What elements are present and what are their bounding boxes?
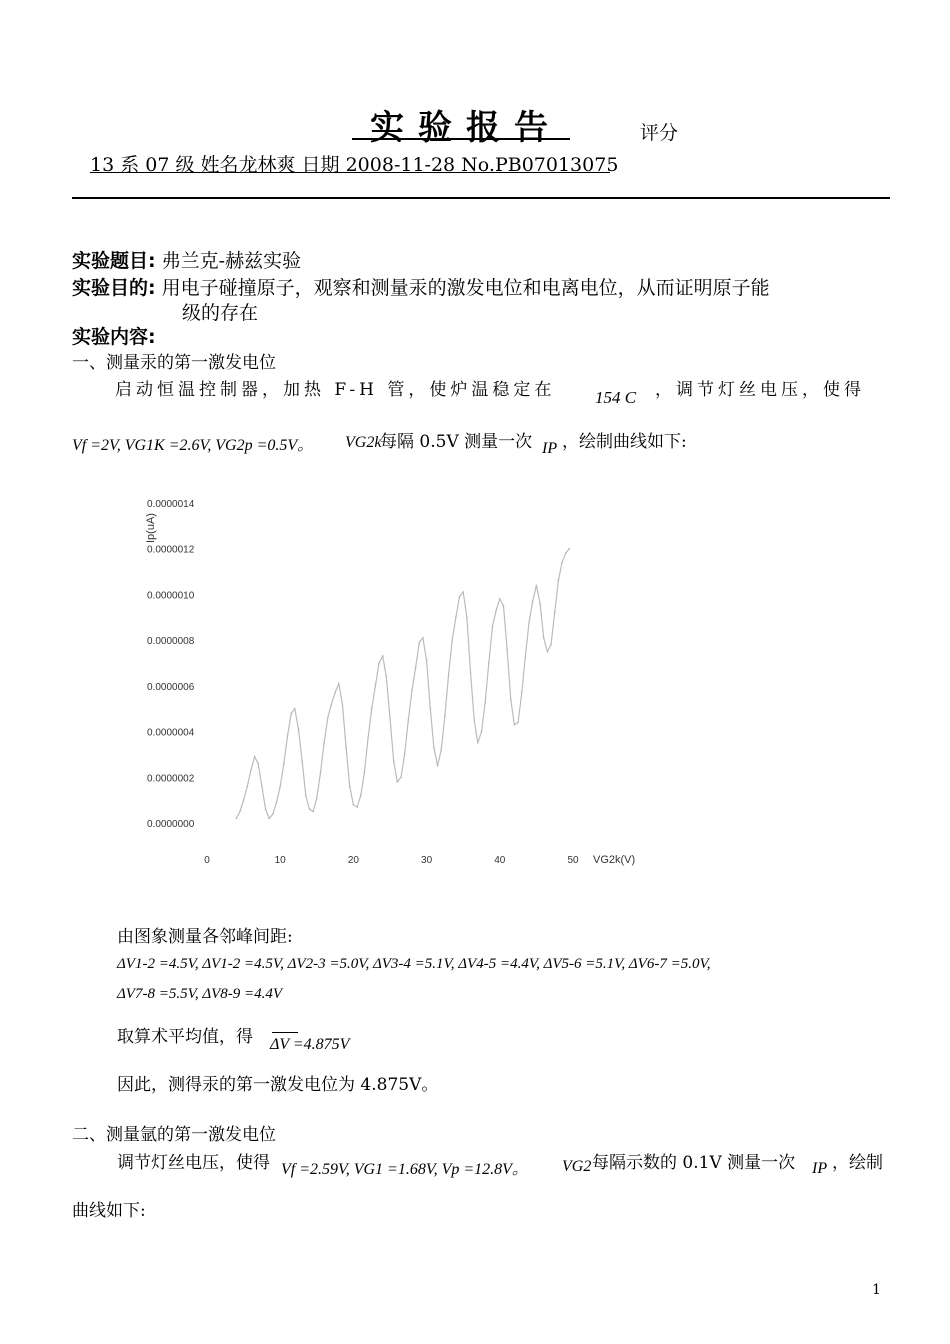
ip-data-point (356, 806, 357, 807)
ip-data-point (411, 690, 412, 691)
ip-data-point (495, 610, 496, 611)
y-tick-label: 0.0000004 (147, 727, 195, 739)
topic-text: 弗兰克-赫兹实验 (161, 250, 302, 272)
topic-row (72, 246, 301, 273)
ip-data-point (247, 786, 248, 787)
y-tick-label: 0.0000010 (147, 590, 195, 602)
average-label: 取算术平均值，得 (117, 1027, 253, 1047)
ip-data-point (291, 713, 292, 714)
section1-conclusion: 因此，测得汞的第一激发电位为 4.875V。 (117, 1075, 439, 1095)
ip-data-point (382, 655, 383, 656)
ip-data-point (448, 674, 449, 675)
ip-data-point (265, 809, 266, 810)
ip-data-point (371, 708, 372, 709)
section1-ip: IP (542, 440, 558, 457)
section1-temp: 154 C (595, 388, 637, 407)
section2-cond-var: VG2 (562, 1158, 592, 1175)
ip-data-point (236, 818, 237, 819)
y-tick-label: 0.0000008 (147, 636, 195, 648)
ip-data-point (488, 662, 489, 663)
header-rule (72, 197, 890, 199)
ip-data-point (276, 802, 277, 803)
section2-para-end: ，绘制 (832, 1153, 883, 1173)
peak-differences-line2: ΔV7-8 =5.5V, ΔV8-9 =4.4V (117, 986, 283, 1002)
average-value: ΔV =4.875V (270, 1036, 350, 1053)
ip-curve-points (236, 548, 570, 819)
ip-data-point (367, 738, 368, 739)
ip-data-point (539, 603, 540, 604)
ip-data-point (463, 591, 464, 592)
ip-data-point (239, 811, 240, 812)
ip-data-point (426, 660, 427, 661)
ip-data-point (419, 642, 420, 643)
content-label: 实验内容: (72, 326, 156, 348)
ip-data-point (269, 818, 270, 819)
report-title: 实验报告 (370, 108, 562, 148)
ip-data-point (386, 676, 387, 677)
ip-data-point (536, 585, 537, 586)
ip-data-point (378, 662, 379, 663)
ip-data-point (470, 671, 471, 672)
ip-data-point (345, 747, 346, 748)
ip-data-point (360, 795, 361, 796)
ip-data-point (287, 735, 288, 736)
x-tick-label: 0 (204, 855, 210, 866)
student-meta: 13 系 07 级 姓名龙林爽 日期 2008-11-28 No.PB07013075 (90, 154, 619, 176)
ip-data-point (430, 708, 431, 709)
ip-data-point (280, 786, 281, 787)
ip-data-point (349, 786, 350, 787)
ip-data-point (323, 742, 324, 743)
measure-intro: 由图象测量各邻峰间距: (117, 927, 293, 947)
ip-data-point (309, 809, 310, 810)
y-axis-ticks (147, 499, 195, 830)
section1-conditions: Vf =2V, VG1K =2.6V, VG2p =0.5V。 (72, 437, 314, 454)
ip-data-point (525, 655, 526, 656)
y-tick-label: 0.0000000 (147, 819, 195, 830)
ip-data-point (554, 612, 555, 613)
ip-data-point (514, 724, 515, 725)
ip-data-point (565, 553, 566, 554)
section2-para-mid: 每隔示数的 0.1V 测量一次 (592, 1153, 796, 1173)
ip-data-point (499, 598, 500, 599)
ip-data-point (437, 765, 438, 766)
ip-data-point (543, 637, 544, 638)
topic-label: 实验题目: (72, 250, 156, 272)
ip-data-point (393, 761, 394, 762)
ip-data-point (334, 692, 335, 693)
ip-data-point (466, 617, 467, 618)
purpose-row (72, 273, 770, 300)
section1-para-line1-end: ，调节灯丝电压，使得 (655, 380, 865, 400)
ip-data-point (305, 795, 306, 796)
ip-data-point (422, 637, 423, 638)
ip-data-point (452, 639, 453, 640)
ip-data-point (415, 667, 416, 668)
section1-para-line2: 每隔 0.5V 测量一次 (380, 432, 533, 452)
ip-data-point (550, 644, 551, 645)
ip-data-point (250, 770, 251, 771)
section2-para-line2: 曲线如下: (72, 1201, 146, 1221)
ip-data-point (404, 754, 405, 755)
ip-data-point (331, 703, 332, 704)
x-tick-label: 50 (567, 855, 579, 866)
ip-data-point (561, 562, 562, 563)
section1-para-line1: 启动恒温控制器，加热 F-H 管，使炉温稳定在 (115, 380, 556, 400)
title-underline (352, 138, 570, 140)
ip-data-point (569, 548, 570, 549)
ip-data-point (517, 722, 518, 723)
section2-ip: IP (812, 1160, 828, 1177)
ip-data-point (243, 799, 244, 800)
ip-data-point (459, 596, 460, 597)
section1-heading: 一、测量汞的第一激发电位 (72, 353, 276, 373)
y-tick-label: 0.0000012 (147, 544, 195, 556)
x-tick-label: 10 (274, 855, 286, 866)
ip-data-point (547, 651, 548, 652)
purpose-label: 实验目的: (72, 277, 156, 299)
ip-data-point (327, 717, 328, 718)
ip-data-point (510, 699, 511, 700)
ip-data-point (474, 719, 475, 720)
ip-curve-line (236, 549, 569, 819)
ip-data-point (400, 777, 401, 778)
ip-data-point (503, 605, 504, 606)
y-tick-label: 0.0000006 (147, 681, 195, 693)
ip-data-point (375, 685, 376, 686)
ip-data-point (342, 703, 343, 704)
section2-para-start: 调节灯丝电压，使得 (117, 1153, 270, 1173)
ip-data-point (558, 580, 559, 581)
ip-data-point (521, 692, 522, 693)
section2-conditions: Vf =2.59V, VG1 =1.68V, Vp =12.8V。 (281, 1161, 528, 1178)
y-tick-label: 0.0000002 (147, 773, 195, 785)
ip-data-point (433, 747, 434, 748)
ip-data-point (254, 756, 255, 757)
ip-data-point (532, 601, 533, 602)
section1-cond-var: VG2k (345, 434, 382, 451)
average-overline (272, 1032, 298, 1033)
x-tick-label: 40 (494, 855, 506, 866)
ip-data-point (397, 781, 398, 782)
section1-para-line2-end: ，绘制曲线如下: (562, 432, 687, 452)
ip-data-point (528, 621, 529, 622)
x-axis-ticks (204, 855, 579, 866)
ip-data-point (477, 742, 478, 743)
x-axis-label: VG2k(V) (593, 854, 636, 866)
ip-data-point (485, 701, 486, 702)
ip-data-point (492, 626, 493, 627)
ip-data-point (481, 731, 482, 732)
ip-data-point (389, 717, 390, 718)
peak-differences-line1: ΔV1-2 =4.5V, ΔV1-2 =4.5V, ΔV2-3 =5.0V, ΔV3-4 =5.1V, ΔV4-5 =4.4V, ΔV5-6 =5.1V, ΔV6-7 =5.0V, (117, 956, 711, 972)
purpose-text-line2: 级的存在 (182, 302, 259, 324)
y-axis-label: Ip(uA) (145, 513, 157, 543)
ip-data-point (272, 813, 273, 814)
ip-data-point (408, 719, 409, 720)
ip-data-point (338, 683, 339, 684)
ip-data-point (353, 804, 354, 805)
page-number: 1 (872, 1282, 881, 1298)
ip-data-point (261, 786, 262, 787)
meta-underline (90, 172, 610, 173)
ip-vs-voltage-chart (140, 492, 660, 882)
score-label: 评分 (640, 122, 679, 144)
ip-data-point (506, 649, 507, 650)
ip-data-point (312, 811, 313, 812)
ip-data-point (455, 617, 456, 618)
ip-data-point (444, 715, 445, 716)
ip-data-point (283, 763, 284, 764)
section2-heading: 二、测量氩的第一激发电位 (72, 1125, 276, 1145)
ip-data-point (298, 729, 299, 730)
purpose-text-line1: 用电子碰撞原子，观察和测量汞的激发电位和电离电位，从而证明原子能 (161, 277, 770, 299)
ip-data-point (364, 772, 365, 773)
ip-data-point (258, 763, 259, 764)
ip-data-point (320, 772, 321, 773)
y-tick-label: 0.0000014 (147, 499, 195, 510)
ip-data-point (302, 761, 303, 762)
ip-data-point (441, 749, 442, 750)
x-tick-label: 20 (347, 855, 359, 866)
ip-data-point (294, 708, 295, 709)
x-tick-label: 30 (421, 855, 433, 866)
ip-data-point (316, 797, 317, 798)
